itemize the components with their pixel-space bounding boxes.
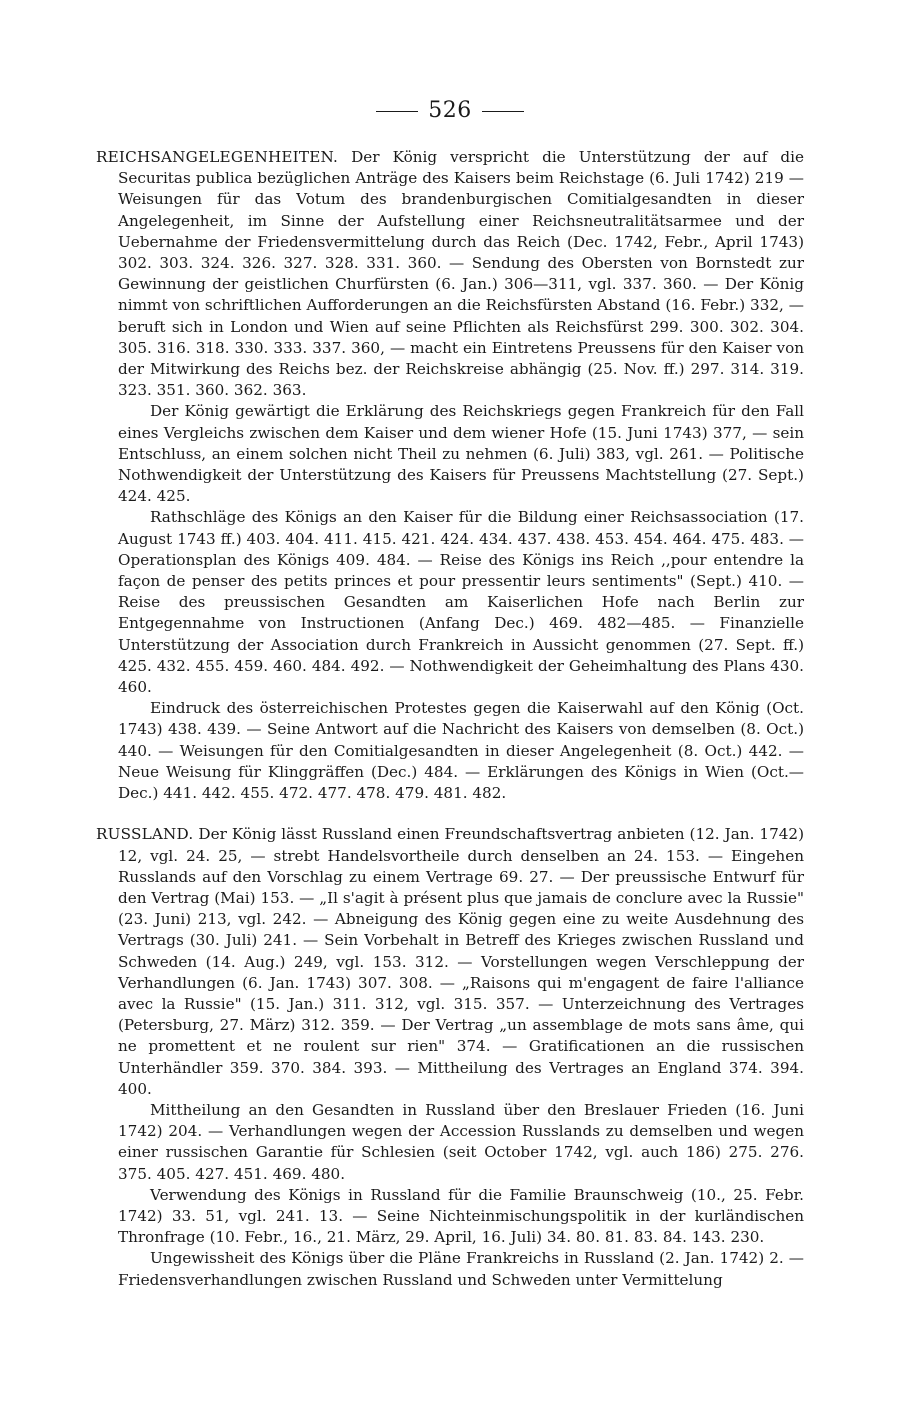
document-page	[96, 98, 804, 1291]
entry-heading: RUSSLAND.	[96, 825, 194, 844]
entry-paragraph: Mittheilung an den Gesandten in Russland über den Breslauer Frieden (16. Juni 1742) 204. — Verhandlungen wegen der Accession Russlands zu demselben und wegen einer russischen Garantie für Schlesien (seit October 1742, vgl. auch 186) 275. 276. 375. 405. 427. 451. 469. 480.	[118, 1100, 804, 1183]
entry-paragraph: Der König gewärtigt die Erklärung des Reichskriegs gegen Frankreich für den Fall eines Vergleichs zwischen dem Kaiser und dem wiener Hofe (15. Juni 1743) 377, — sein Entschluss, an einem solchen nicht Theil zu nehmen (6. Juli) 383, vgl. 261. — Politische Nothwendigkeit der Unterstützung des Kaisers für Preussens Machtstellung (27. Sept.) 424. 425.	[118, 402, 804, 506]
entry-paragraph: Ungewissheit des Königs über die Pläne Frankreichs in Russland (2. Jan. 1742) 2. — Friedensverhandlungen zwischen Russland und Schweden unter Vermittelung	[118, 1249, 804, 1289]
entry-paragraph: Rathschläge des Königs an den Kaiser für die Bildung einer Reichsassociation (17. August 1743 ff.) 403. 404. 411. 415. 421. 424. 434. 437. 438. 453. 454. 464. 475. 483. — Operationsplan des Königs 409. 484. — Reise des Königs ins Reich ,,pour entendre la façon de penser des petits princes et pour pressentir leurs sentiments" (Sept.) 410. — Reise des preussischen Gesandten am Kaiserlichen Hofe nach Berlin zur Entgegennahme von Instructionen (Anfang Dec.) 469. 482—485. — Finanzielle Unterstützung der Association durch Frankreich in Aussicht genommen (27. Sept. ff.) 425. 432. 455. 459. 460. 484. 492. — Nothwendigkeit der Geheimhaltung des Plans 430. 460.	[118, 508, 804, 697]
entry-text: Der König verspricht die Unterstützung der auf die Securitas publica bezüglichen Anträge des Kaisers beim Reichstage (6. Juli 1742) 219 — Weisungen für das Votum des brandenburgischen Comitialgesandten in dieser Angelegenheit, im Sinne der Aufstellung einer Reichsneutralitätsarmee und der Uebernahme der Friedensvermittelung durch das Reich (Dec. 1742, Febr., April 1743) 302. 303. 324. 326. 327. 328. 331. 360. — Sendung des Obersten von Bornstedt zur Gewinnung der geistlichen Churfürsten (6. Jan.) 306—311, vgl. 337. 360. — Der König nimmt von schriftlichen Aufforderungen an die Reichsfürsten Abstand (16. Febr.) 332, — beruft sich in London und Wien auf seine Pflichten als Reichsfürst 299. 300. 302. 304. 305. 316. 318. 330. 333. 337. 360, — macht ein Eintretens Preussens für den Kaiser von der Mitwirkung des Reichs bez. der Reichskreise abhängig (25. Nov. ff.) 297. 314. 319. 323. 351. 360. 362. 363.	[118, 148, 804, 400]
page-header	[96, 98, 804, 123]
header-rule-left	[376, 111, 418, 112]
entry-text: Der König lässt Russland einen Freundschaftsvertrag anbieten (12. Jan. 1742) 12, vgl. 24. 25, — strebt Handelsvortheile durch denselben an 24. 153. — Eingehen Russlands auf den Vorschlag zu einem Vertrage 69. 27. — Der preussische Entwurf für den Vertrag (Mai) 153. — „Il s'agit à présent plus que jamais de conclure avec la Russie" (23. Juni) 213, vgl. 242. — Abneigung des König gegen eine zu weite Ausdehnung des Vertrags (30. Juli) 241. — Sein Vorbehalt in Betreff des Krieges zwischen Russland und Schweden (14. Aug.) 249, vgl. 153. 312. — Vorstellungen wegen Verschleppung der Verhandlungen (6. Jan. 1743) 307. 308. — „Raisons qui m'engagent de faire l'alliance avec la Russie" (15. Jan.) 311. 312, vgl. 315. 357. — Unterzeichnung des Vertrages (Petersburg, 27. März) 312. 359. — Der Vertrag „un assemblage de mots sans âme, qui ne promettent et ne roulent sur rien" 374. — Gratificationen an die russischen Unterhändler 359. 370. 384. 393. — Mittheilung des Vertrages an England 374. 394. 400.	[118, 825, 804, 1098]
page-number: 526	[428, 98, 472, 123]
header-rule-right	[482, 111, 524, 112]
index-entry-russland	[96, 824, 804, 1290]
entry-paragraph: Eindruck des österreichischen Protestes gegen die Kaiserwahl auf den König (Oct. 1743) 438. 439. — Seine Antwort auf die Nachricht des Kaisers von demselben (8. Oct.) 440. — Weisungen für den Comitialgesandten in dieser Angelegenheit (8. Oct.) 442. — Neue Weisung für Klinggräffen (Dec.) 484. — Erklärungen des Königs in Wien (Oct.—Dec.) 441. 442. 455. 472. 477. 478. 479. 481. 482.	[118, 699, 804, 803]
entry-paragraph: Verwendung des Königs in Russland für die Familie Braunschweig (10., 25. Febr. 1742) 33. 51, vgl. 241. 13. — Seine Nichteinmischungspolitik in der kurländischen Thronfrage (10. Febr., 16., 21. März, 29. April, 16. Juli) 34. 80. 81. 83. 84. 143. 230.	[118, 1185, 804, 1247]
entry-first-paragraph	[96, 147, 804, 401]
index-entry-reichsangelegenheiten	[96, 147, 804, 804]
entry-heading: REICHSANGELEGENHEITEN.	[96, 148, 339, 166]
entry-first-paragraph	[96, 824, 804, 1100]
